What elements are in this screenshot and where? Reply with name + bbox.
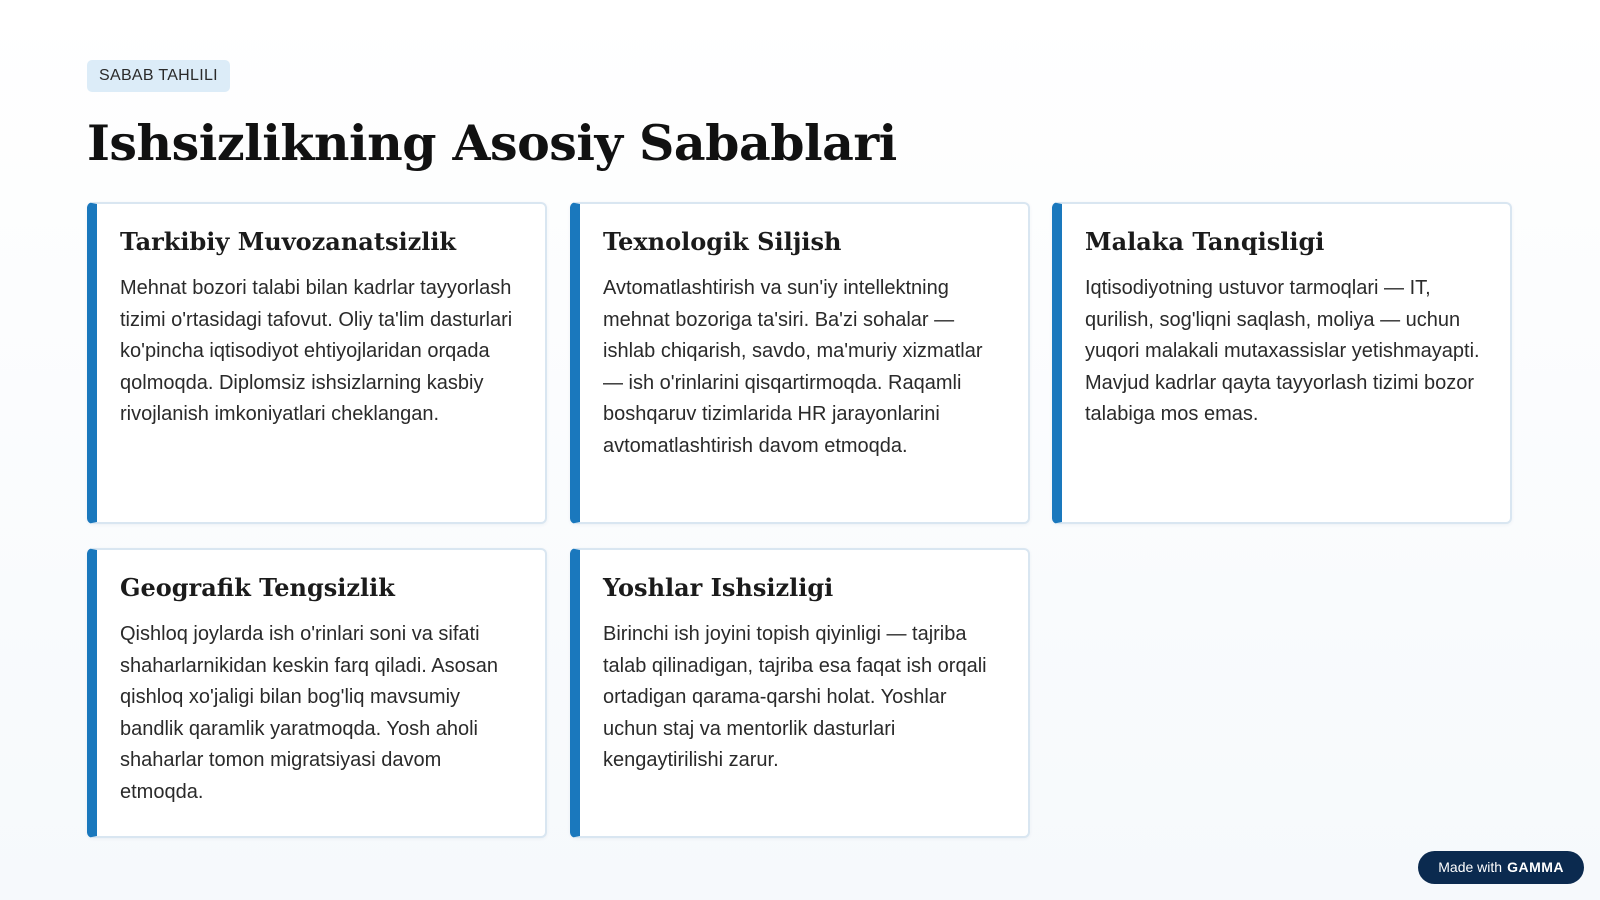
card-structural-imbalance [87, 202, 547, 524]
card-text: Iqtisodiyotning ustuvor tarmoqlari — IT, qurilish, sog'liqni saqlash, moliya — uchun yuqori malakali mutaxassislar yetishmayapti. Mavjud kadrlar qayta tayyorlash tizimi bozor talabiga mos emas. [1085, 277, 1480, 425]
section-tag: SABAB TAHLILI [87, 60, 230, 92]
card-text: Mehnat bozori talabi bilan kadrlar tayyorlash tizimi o'rtasidagi tafovut. Oliy ta'lim dasturlari ko'pincha iqtisodiyot ehtiyojlaridan orqada qolmoqda. Diplomsiz ishsizlarning kasbiy rivojlanish imkoniyatlari cheklangan. [120, 277, 513, 425]
slide [87, 60, 1513, 803]
card-title: Yoshlar Ishsizligi [603, 573, 834, 602]
card-text: Qishloq joylarda ish o'rinlari soni va sifati shaharlarnikidan keskin farq qiladi. Asosan qishloq xo'jaligi bilan bog'liq mavsumiy bandlik qaramlik yaratmoqda. Yosh aholi shaharlar tomon migratsiyasi davom etmoqda. [120, 623, 498, 803]
gamma-logo: GAMMA [1507, 859, 1564, 875]
card-text: Birinchi ish joyini topish qiyinligi — tajriba talab qilinadigan, tajriba esa faqat ish orqali ortadigan qarama-qarshi holat. Yoshlar uchun staj va mentorlik dasturlari kengaytirilishi zarur. [603, 623, 987, 771]
card-skills-shortage [1052, 202, 1512, 524]
card-title: Tarkibiy Muvozanatsizlik [120, 227, 457, 256]
badge-prefix: Made with [1438, 859, 1503, 875]
card-title: Malaka Tanqisligi [1085, 227, 1325, 256]
card-text: Avtomatlashtirish va sun'iy intellektning mehnat bozoriga ta'siri. Ba'zi sohalar — ishlab chiqarish, savdo, ma'muriy xizmatlar — ish o'rinlarini qisqartirmoqda. Raqamli boshqaruv tizimlarida HR jarayonlarini avtomatlashtirish davom etmoqda. [603, 277, 983, 457]
card-title: Geografik Tengsizlik [120, 573, 395, 602]
card-technological-shift [570, 202, 1030, 524]
card-youth-unemployment [570, 548, 1030, 838]
made-with-gamma-badge[interactable] [1418, 851, 1584, 884]
card-title: Texnologik Siljish [603, 227, 842, 256]
card-geographic-inequality [87, 548, 547, 838]
page-title: Ishsizlikning Asosiy Sabablari [87, 114, 897, 172]
